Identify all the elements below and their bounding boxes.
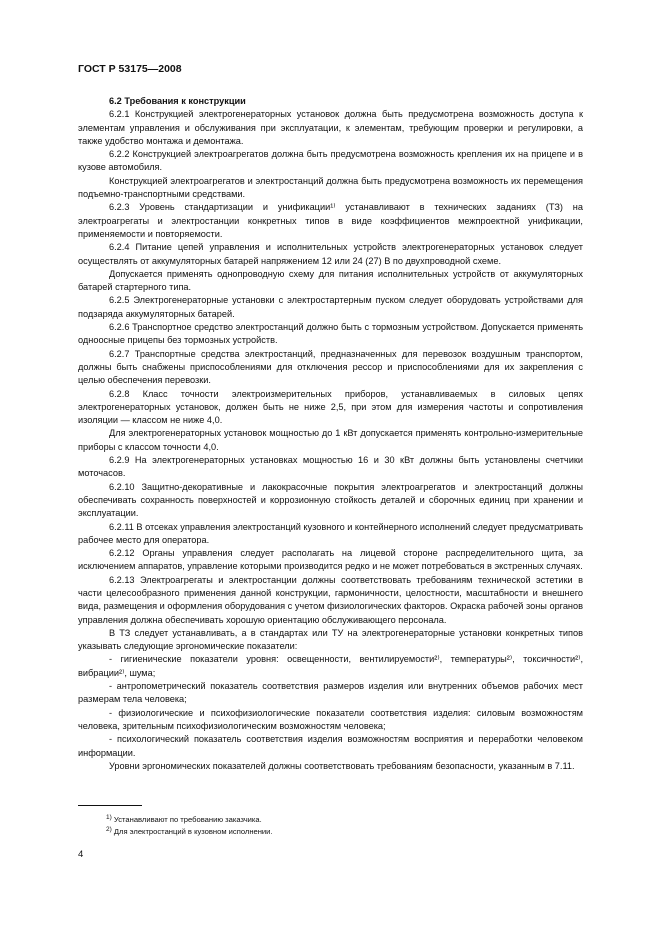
page-number: 4 [78, 849, 84, 860]
paragraph: 6.2.11 В отсеках управления электростанций кузовного и контейнерного исполнений следует предусматривать рабочее место для оператора. [78, 521, 583, 545]
paragraph: 6.2.10 Защитно-декоративные и лакокрасочные покрытия электроагрегатов и электростанций должны обеспечивать сохранность поверхностей и коррозионную стойкость деталей и сборочных единиц при хранении и эксплуатации. [78, 481, 583, 519]
paragraph: 6.2.4 Питание цепей управления и исполнительных устройств электрогенераторных установок следует осуществлять от аккумуляторных батарей напряжением 12 или 24 (27) В по двухпроводной схеме. [78, 242, 583, 266]
paragraph: В ТЗ следует устанавливать, а в стандартах или ТУ на электрогенераторные установки конкретных типов указывать следующие эргономические показатели: [78, 627, 583, 652]
paragraph: - гигиенические показатели уровня: освещенности, вентилируемости²⁾, температуры²⁾, токсичности²⁾, вибрации²⁾, шума; [78, 654, 583, 678]
paragraph: 6.2.1 Конструкцией электрогенераторных установок должна быть предусмотрена возможность доступа к элементам управления и обслуживания при эксплуатации, к элементам, требующим проверки и регулировки, а также удобство монтажа и демонтажа. [78, 109, 583, 146]
paragraph: - антропометрический показатель соответствия размеров изделия или внутренних объемов рабочих мест размерам тела человека; [78, 681, 583, 705]
paragraph: 6.2.5 Электрогенераторные установки с электростартерным пуском следует оборудовать устройствами для подзаряда аккумуляторных батарей. [78, 295, 583, 319]
footnote-mark: 2) [106, 826, 112, 833]
paragraph: Допускается применять однопроводную схему для питания исполнительных устройств от аккумуляторных батарей стартерного типа. [78, 268, 583, 293]
paragraph: 6.2.13 Электроагрегаты и электростанции должны соответствовать требованиям технической эстетики в части целесообразного применения данной конструкции, гармоничности, целостности, масштабности и внешнего вида, размещения и оформления оборудования с учетом физиологических факторов. Окраска рабочей зоны органов управления должна обеспечивать хорошую ориентацию обслуживающего персонала. [78, 574, 583, 625]
footnotes [78, 814, 583, 838]
paragraph: - психологический показатель соответствия изделия возможностям восприятия и переработки человеком информации. [78, 734, 583, 758]
paragraph: Конструкцией электроагрегатов и электростанций должна быть предусмотрена возможность их перемещения подъемно-транспортными средствами. [78, 175, 583, 200]
paragraph: 6.2.7 Транспортные средства электростанций, предназначенных для перевозок воздушным транспортом, должны быть снабжены приспособлениями для отключения рессор и приспособлениями для их закрепления с целью обеспечения перевозки. [78, 348, 583, 386]
footnote-text: Устанавливают по требованию заказчика. [111, 815, 262, 824]
paragraph: 6.2.6 Транспортное средство электростанций должно быть с тормозным устройством. Допускается применять одноосные прицепы без тормозных устройств. [78, 322, 583, 346]
paragraph: 6.2.12 Органы управления следует располагать на лицевой стороне распределительного щита, за исключением аппаратов, управление которыми производится редко и не может потребоваться в экстренных случаях. [78, 548, 583, 572]
paragraph: - физиологические и психофизиологические показатели соответствия изделия: силовым возможностям человека, зрительным психофизиологическим возможностям человека; [78, 707, 583, 731]
footnote-separator [78, 805, 142, 806]
footnote-text: Для электростанций в кузовном исполнении. [111, 827, 273, 836]
section-content [78, 95, 583, 773]
paragraph: Уровни эргономических показателей должны соответствовать требованиям безопасности, указанным в 7.11. [109, 760, 575, 771]
footnote [78, 826, 583, 838]
footnote [78, 814, 583, 826]
paragraph: Для электрогенераторных установок мощностью до 1 кВт допускается применять контрольно-измерительные приборы с классом точности 4,0. [78, 428, 583, 452]
paragraph: 6.2.2 Конструкцией электроагрегатов должна быть предусмотрена возможность крепления их на прицепе и в кузове автомобиля. [78, 149, 583, 173]
paragraph: 6.2.3 Уровень стандартизации и унификации¹⁾ устанавливают в технических заданиях (ТЗ) на электроагрегаты и электростанции конкретных типов в виде коэффициентов межпроектной унификации, применяемости и повторяемости. [78, 202, 583, 239]
document-code-header: ГОСТ Р 53175—2008 [78, 63, 182, 75]
footnote-mark: 1) [106, 814, 112, 821]
paragraph: 6.2.8 Класс точности электроизмерительных приборов, устанавливаемых в силовых цепях электрогенераторных установок, должен быть не ниже 2,5, при этом для измерения частоты и сопротивления изоляции — классом не ниже 4,0. [78, 388, 583, 426]
paragraph: 6.2.9 На электрогенераторных установках мощностью 16 и 30 кВт должны быть установлены счетчики моточасов. [78, 455, 583, 479]
section-heading: 6.2 Требования к конструкции [109, 96, 246, 106]
